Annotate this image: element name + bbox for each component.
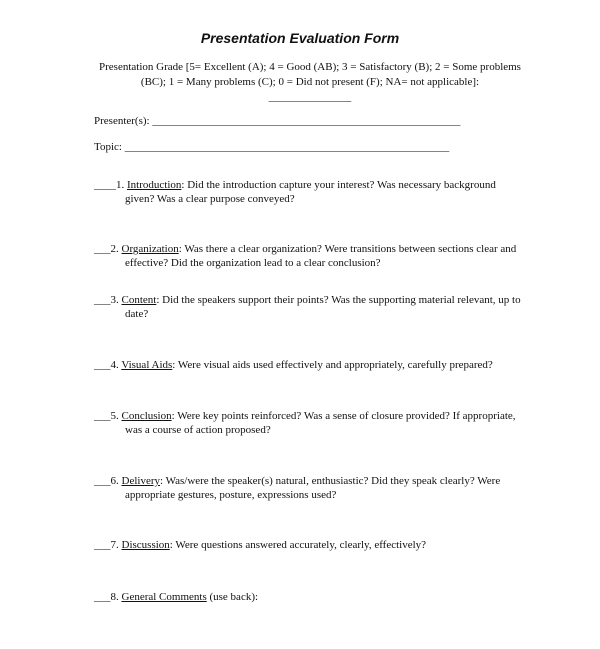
criterion-delivery xyxy=(94,474,500,502)
criterion-text-continued: given? Was a clear purpose conveyed? xyxy=(125,193,295,205)
criterion-text-continued: appropriate gestures, posture, expressions used? xyxy=(125,489,337,501)
criterion-heading: General Comments xyxy=(121,591,207,603)
criterion-heading: Visual Aids xyxy=(121,359,173,371)
score-blank[interactable]: ___2. xyxy=(94,243,119,255)
criterion-conclusion xyxy=(94,409,516,437)
criterion-heading: Content xyxy=(121,294,157,306)
criterion-visual-aids xyxy=(94,358,493,372)
criterion-heading: Conclusion xyxy=(121,410,172,422)
topic-field xyxy=(94,140,449,154)
score-blank[interactable]: ____1. xyxy=(94,179,125,191)
criterion-text: : Were key points reinforced? Was a sense of closure provided? If appropriate, xyxy=(171,410,516,422)
criterion-text: : Was/were the speaker(s) natural, enthusiastic? Did they speak clearly? Were xyxy=(159,475,501,487)
criterion-text-continued: effective? Did the organization lead to a clear conclusion? xyxy=(125,257,381,269)
criterion-text: : Were visual aids used effectively and appropriately, carefully prepared? xyxy=(172,359,493,371)
score-blank[interactable]: ___3. xyxy=(94,294,119,306)
criterion-text: : Was there a clear organization? Were transitions between sections clear and xyxy=(178,243,517,255)
score-blank[interactable]: ___7. xyxy=(94,539,119,551)
score-blank[interactable]: ___5. xyxy=(94,410,119,422)
grade-scale-line-2: (BC); 1 = Many problems (C); 0 = Did not present (F); NA= not applicable]: xyxy=(140,76,480,88)
criterion-heading: Delivery xyxy=(121,475,160,487)
criterion-introduction xyxy=(94,178,496,206)
criterion-text: : Did the speakers support their points? Was the supporting material relevant, up to xyxy=(156,294,521,306)
presenter-label: Presenter(s): xyxy=(94,115,150,127)
presenter-field xyxy=(94,114,460,128)
criterion-text: (use back): xyxy=(206,591,259,603)
grade-scale-line-1: Presentation Grade [5= Excellent (A); 4 = Good (AB); 3 = Satisfactory (B); 2 = Some problems xyxy=(99,61,521,73)
criterion-discussion xyxy=(94,538,426,552)
criterion-text-continued: date? xyxy=(125,308,149,320)
score-blank[interactable]: ___6. xyxy=(94,475,119,487)
criterion-text: : Were questions answered accurately, clearly, effectively? xyxy=(169,539,427,551)
criterion-heading: Organization xyxy=(121,243,179,255)
criterion-general-comments xyxy=(94,590,258,604)
grade-instructions xyxy=(80,60,540,105)
criterion-text-continued: was a course of action proposed? xyxy=(125,424,271,436)
score-blank[interactable]: ___4. xyxy=(94,359,119,371)
topic-label: Topic: xyxy=(94,141,122,153)
criterion-heading: Discussion xyxy=(121,539,170,551)
criterion-text: : Did the introduction capture your interest? Was necessary background xyxy=(181,179,496,191)
grade-blank[interactable]: _______________ xyxy=(268,91,352,103)
criterion-heading: Introduction xyxy=(127,179,182,191)
criterion-organization xyxy=(94,242,516,270)
form-title: Presentation Evaluation Form xyxy=(200,30,400,46)
presenter-blank[interactable]: ________________________________________________________ xyxy=(152,115,461,127)
criterion-content xyxy=(94,293,521,321)
score-blank[interactable]: ___8. xyxy=(94,591,119,603)
topic-blank[interactable]: ___________________________________________________________ xyxy=(124,141,450,153)
